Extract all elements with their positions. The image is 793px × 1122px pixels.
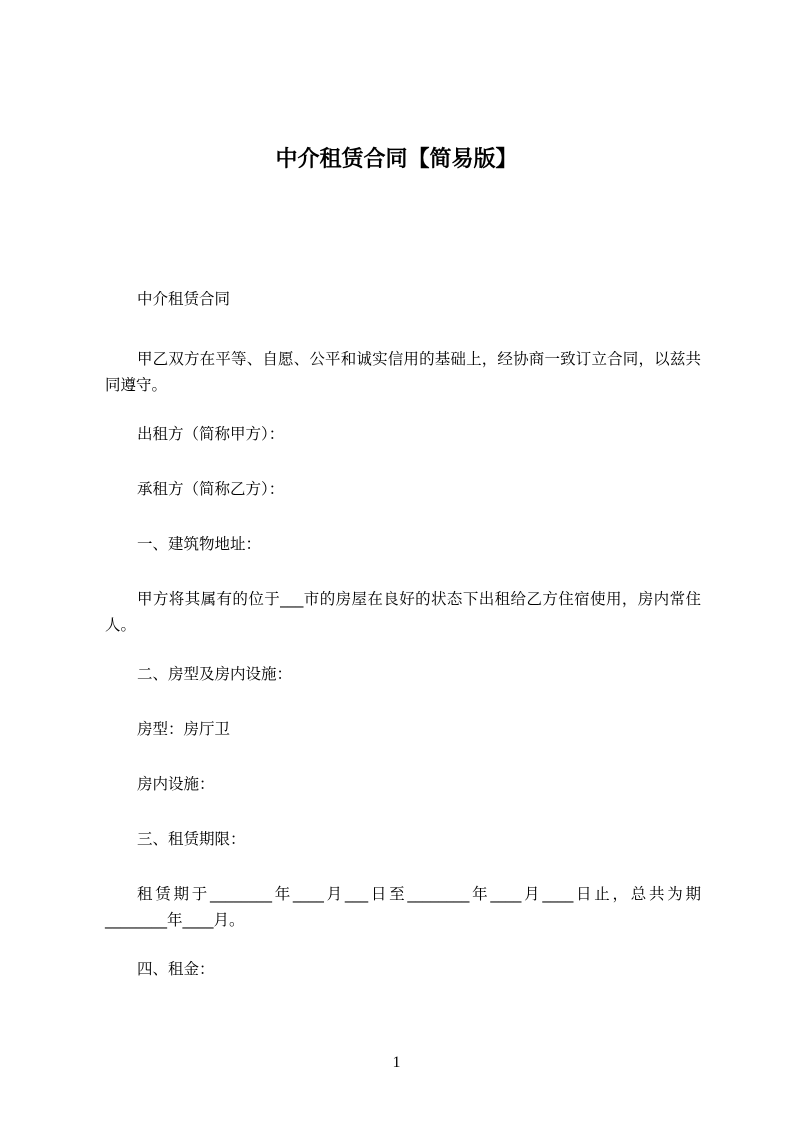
page-number: 1 — [392, 1054, 401, 1071]
section-heading-address: 一、建筑物地址： — [137, 535, 262, 553]
paragraph-term: 租赁期于________年____月___日至________年____月____日止，总共为期________年____月。 — [105, 885, 701, 929]
paragraph-address: 甲方将其属有的位于___市的房屋在良好的状态下出租给乙方住宿使用，房内常住人。 — [105, 590, 701, 634]
section-heading-term: 三、租赁期限： — [137, 830, 246, 848]
paragraph-facilities: 房内设施： — [137, 775, 215, 793]
paragraph-lessee: 承租方（简称乙方）： — [137, 480, 285, 498]
paragraph-preamble: 甲乙双方在平等、自愿、公平和诚实信用的基础上，经协商一致订立合同，以兹共同遵守。 — [105, 350, 701, 394]
paragraph-room-type: 房型：房厅卫 — [137, 720, 231, 738]
paragraph-lessor: 出租方（简称甲方）： — [137, 425, 285, 443]
section-heading-room: 二、房型及房内设施： — [137, 665, 293, 683]
section-heading-rent: 四、租金： — [137, 960, 215, 978]
paragraph-heading: 中介租赁合同 — [137, 290, 231, 308]
document-title: 中介租赁合同【简易版】 — [275, 147, 518, 172]
